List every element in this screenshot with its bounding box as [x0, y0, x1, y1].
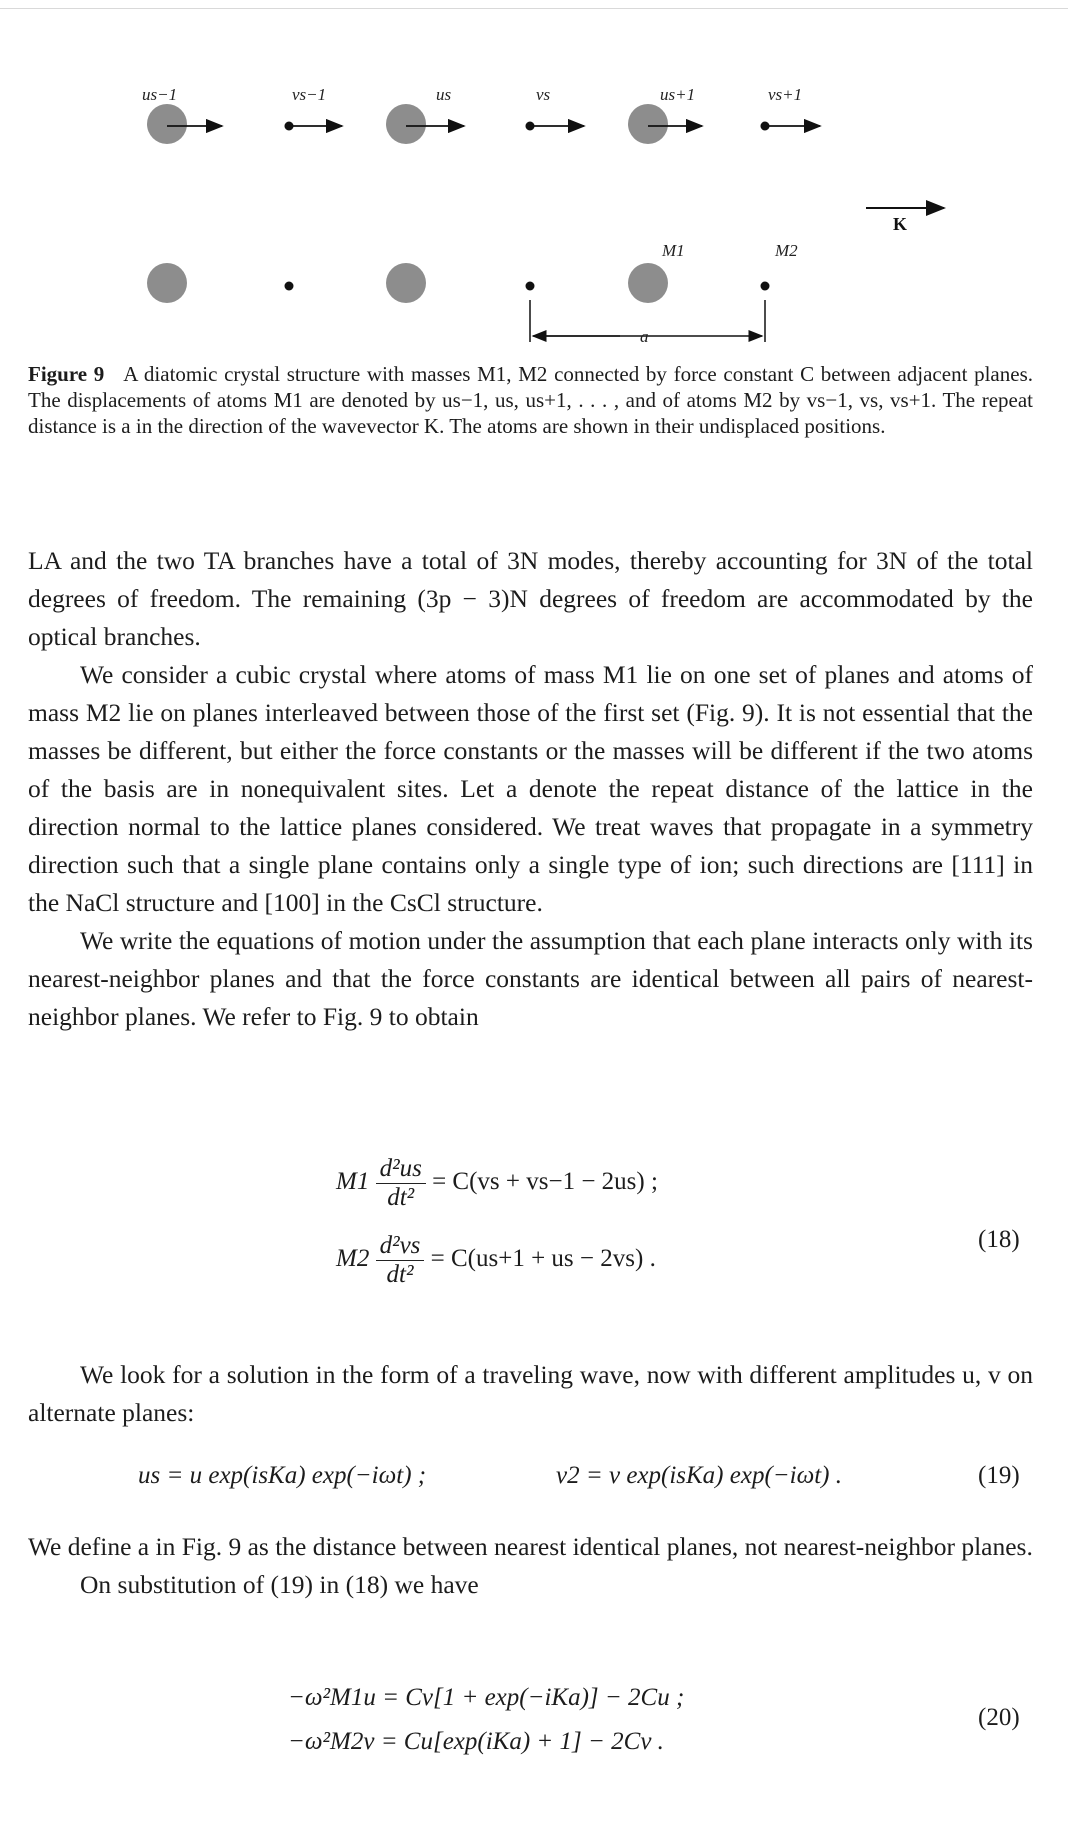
eq18-denominator-1: dt²: [387, 1184, 415, 1211]
paragraph-5: We define a in Fig. 9 as the distance between nearest identical planes, not nearest-neighbor planes.: [28, 1532, 1033, 1561]
atom-m1-row2-2: [386, 263, 426, 303]
atom-m1-row2-3: [628, 263, 668, 303]
eq18-mass-1: M1: [336, 1168, 370, 1196]
caption-title: Figure 9: [28, 362, 105, 386]
label-m2: M2: [775, 241, 798, 260]
equation-20-number: (20): [978, 1704, 1020, 1731]
atom-m1-row2-1: [147, 263, 187, 303]
eq18-numerator-1: d²us: [376, 1155, 426, 1184]
body-text-block-2: [28, 1356, 1033, 1432]
eq18-mass-2: M2: [336, 1245, 370, 1273]
paragraph-3: We write the equations of motion under the assumption that each plane interacts only with its nearest-neighbor planes and that the force constants are identical between all pairs of nearest-neighbor planes. We refer to Fig. 9 to obtain: [28, 926, 1033, 1031]
eq18-rhs-1: = C(vs + vs−1 − 2us) ;: [432, 1168, 658, 1196]
caption-text: A diatomic crystal structure with masses M1, M2 connected by force constant C between adjacent planes. The displacements of atoms M1 are denoted by us−1, us, us+1, . . . , and of atoms M2 by vs−1, vs, vs+1. The repeat distance is a in the direction of the wavevector K. The atoms are shown in their undisplaced positions.: [28, 362, 1033, 438]
label-k: K: [893, 214, 908, 234]
eq18-denominator-2: dt²: [386, 1261, 414, 1288]
atom-m1-s: [386, 104, 426, 144]
atom-m1-s-minus-1: [147, 104, 187, 144]
equation-19-right: v2 = v exp(isKa) exp(−iωt) .: [556, 1462, 843, 1489]
equation-18-number: (18): [978, 1226, 1020, 1253]
eq18-numerator-2: d²vs: [376, 1232, 425, 1261]
label-a: a: [640, 327, 649, 346]
equation-18-line-1: [336, 1155, 658, 1212]
figure-caption: [28, 361, 1033, 439]
eq18-fraction-1: [376, 1155, 426, 1212]
label-v-s-minus-1: vs−1: [292, 85, 327, 104]
paragraph-4: We look for a solution in the form of a traveling wave, now with different amplitudes u, v on alternate planes:: [28, 1360, 1033, 1427]
eq18-fraction-2: [376, 1232, 425, 1289]
label-v-s-plus-1: vs+1: [768, 85, 803, 104]
atom-m2-row2-1: [285, 282, 294, 291]
atom-m1-s-plus-1: [628, 104, 668, 144]
equation-18-line-2: [336, 1232, 656, 1289]
label-v-s: vs: [536, 85, 551, 104]
paragraph-6: On substitution of (19) in (18) we have: [80, 1570, 479, 1599]
equation-19-number: (19): [978, 1462, 1020, 1489]
atom-m2-row2-2: [526, 282, 535, 291]
label-u-s: us: [436, 85, 452, 104]
label-u-s-minus-1: us−1: [142, 85, 178, 104]
equation-19-left: us = u exp(isKa) exp(−iωt) ;: [138, 1462, 427, 1489]
paragraph-1: LA and the two TA branches have a total of 3N modes, thereby accounting for 3N of the total degrees of freedom. The remaining (3p − 3)N degrees of freedom are accommodated by the optical branches.: [28, 546, 1033, 651]
atom-m2-row2-3: [761, 282, 770, 291]
equation-20-line-1: −ω²M1u = Cv[1 + exp(−iKa)] − 2Cu ;: [288, 1684, 685, 1711]
eq18-rhs-2: = C(us+1 + us − 2vs) .: [430, 1245, 656, 1273]
body-text-block-1: [28, 542, 1033, 1036]
figure-9-diatomic-lattice: [0, 0, 1068, 350]
equation-20-line-2: −ω²M2v = Cu[exp(iKa) + 1] − 2Cv .: [288, 1728, 664, 1755]
label-u-s-plus-1: us+1: [660, 85, 696, 104]
body-text-block-3: [28, 1528, 1033, 1604]
paragraph-2: We consider a cubic crystal where atoms of mass M1 lie on one set of planes and atoms of mass M2 lie on planes interleaved between those of the first set (Fig. 9). It is not essential that the masses be different, but either the force constants or the masses will be different if the two atoms of the basis are in nonequivalent sites. Let a denote the repeat distance of the lattice in the direction normal to the lattice planes considered. We treat waves that propagate in a symmetry direction such that a single plane contains only a single type of ion; such directions are [111] in the NaCl structure and [100] in the CsCl structure.: [28, 660, 1033, 917]
label-m1: M1: [662, 241, 685, 260]
